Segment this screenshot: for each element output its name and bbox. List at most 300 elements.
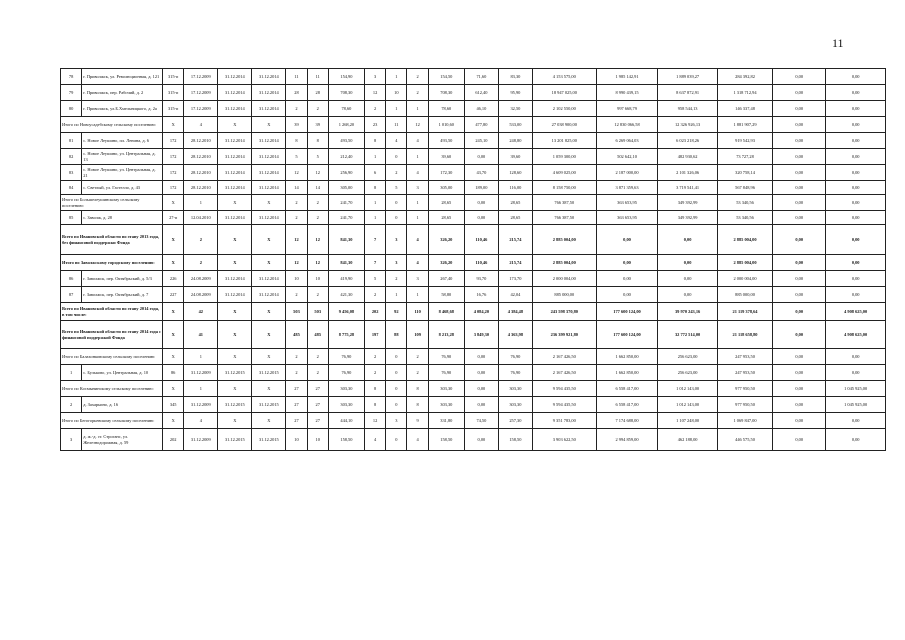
- table-cell: 76,90: [498, 349, 532, 365]
- table-cell: 0,00: [658, 287, 718, 303]
- table-cell: 85: [61, 211, 82, 225]
- table-cell: 2 101 326,06: [658, 165, 718, 181]
- table-cell: 248,80: [498, 133, 532, 149]
- table-cell: 0: [386, 381, 407, 397]
- table-cell: 31.12.2015: [252, 397, 286, 413]
- table-cell: 2: [307, 365, 328, 381]
- table-cell: 76,90: [328, 349, 364, 365]
- table-cell: 2 885 004,00: [532, 225, 596, 255]
- table-cell: 331,80: [428, 413, 464, 429]
- table-row: [61, 211, 886, 225]
- table-cell: 4 908 625,00: [826, 303, 886, 321]
- table-cell: 1 010,60: [428, 117, 464, 133]
- table-cell: 12: [364, 85, 385, 101]
- table-cell: 0: [386, 429, 407, 451]
- table-cell: 78,60: [328, 101, 364, 117]
- table-cell: 363 653,95: [596, 195, 658, 211]
- table-cell: 8: [286, 133, 307, 149]
- table-cell: 997 668,79: [596, 101, 658, 117]
- table-cell: 0,00: [464, 381, 498, 397]
- table-cell: 419,90: [328, 271, 364, 287]
- table-cell: 12 326 926,13: [658, 117, 718, 133]
- table-row: [61, 181, 886, 195]
- table-cell: 0,00: [826, 133, 886, 149]
- table-cell: 2: [61, 397, 82, 413]
- table-cell: 95,90: [498, 85, 532, 101]
- table-cell: 247 953,50: [717, 349, 772, 365]
- table-cell: 267,40: [428, 271, 464, 287]
- table-cell: 10: [286, 271, 307, 287]
- table-cell: 2: [407, 349, 428, 365]
- table-cell: 42,04: [498, 287, 532, 303]
- summary-row: [61, 225, 886, 255]
- table-cell: 345: [163, 397, 184, 413]
- table-cell: X: [218, 255, 252, 271]
- table-cell: 92: [386, 303, 407, 321]
- table-cell: 444,10: [328, 413, 364, 429]
- summary-row: [61, 303, 886, 321]
- table-cell: 256,90: [328, 165, 364, 181]
- table-cell: 28,65: [498, 195, 532, 211]
- table-cell: X: [252, 303, 286, 321]
- table-cell: 24.08.2009: [184, 271, 218, 287]
- table-cell: 39: [307, 117, 328, 133]
- table-cell: 0,00: [826, 181, 886, 195]
- table-cell: X: [163, 195, 184, 211]
- table-cell: 8 990 439,15: [596, 85, 658, 101]
- table-cell: 27 038 900,00: [532, 117, 596, 133]
- table-cell: 0,00: [773, 381, 826, 397]
- table-cell: 462 188,00: [658, 429, 718, 451]
- table-cell: 0: [386, 211, 407, 225]
- table-cell: 1: [407, 101, 428, 117]
- table-cell: Итого по Космынинскому сельскому поселению:: [61, 381, 163, 397]
- table-cell: 885 000,00: [532, 287, 596, 303]
- table-cell: X: [163, 413, 184, 429]
- table-cell: 31.12.2009: [184, 365, 218, 381]
- table-cell: 172,30: [428, 165, 464, 181]
- table-cell: 303,30: [428, 381, 464, 397]
- table-row: [61, 287, 886, 303]
- table-cell: 0,00: [826, 255, 886, 271]
- table-cell: 0,00: [596, 287, 658, 303]
- table-cell: 53 340,56: [717, 195, 772, 211]
- table-cell: 18 947 025,00: [532, 85, 596, 101]
- table-cell: 0,00: [826, 117, 886, 133]
- table-cell: 12 830 066,58: [596, 117, 658, 133]
- table-cell: 0,00: [773, 365, 826, 381]
- table-cell: 0,00: [773, 165, 826, 181]
- table-cell: 0,00: [658, 271, 718, 287]
- table-cell: 3 849,30: [464, 321, 498, 349]
- table-cell: 2: [184, 225, 218, 255]
- table-cell: г. Приволжск, пер. Рабочий, д. 2: [82, 85, 163, 101]
- table-cell: 9 594 435,50: [532, 397, 596, 413]
- table-cell: X: [163, 255, 184, 271]
- table-cell: 0,00: [826, 225, 886, 255]
- table-cell: 315-п: [163, 101, 184, 117]
- table-cell: 0: [386, 149, 407, 165]
- table-cell: 0,00: [826, 211, 886, 225]
- table-cell: 303,30: [428, 397, 464, 413]
- summary-row: [61, 255, 886, 271]
- table-cell: 14: [286, 181, 307, 195]
- table-cell: 4: [407, 225, 428, 255]
- table-cell: 8 213,28: [428, 321, 464, 349]
- table-cell: 0,00: [773, 303, 826, 321]
- table-cell: 4 084,20: [464, 303, 498, 321]
- table-cell: 43,70: [464, 165, 498, 181]
- table-cell: 958 544,13: [658, 101, 718, 117]
- summary-row: [61, 117, 886, 133]
- table-cell: 1 881 907,29: [717, 117, 772, 133]
- table-cell: X: [163, 225, 184, 255]
- table-cell: 303,30: [328, 381, 364, 397]
- table-cell: 0: [386, 397, 407, 413]
- table-cell: 28.12.2010: [184, 181, 218, 195]
- table-cell: 320 758,14: [717, 165, 772, 181]
- table-cell: 315-п: [163, 69, 184, 85]
- table-cell: 17.12.2009: [184, 101, 218, 117]
- table-cell: 0,00: [464, 195, 498, 211]
- table-cell: 8: [407, 381, 428, 397]
- table-cell: 4: [407, 255, 428, 271]
- table-cell: 0,00: [826, 69, 886, 85]
- table-cell: 6 558 417,00: [596, 397, 658, 413]
- table-cell: 485: [307, 321, 328, 349]
- table-cell: 83,30: [498, 69, 532, 85]
- table-cell: 172: [163, 133, 184, 149]
- table-cell: X: [252, 225, 286, 255]
- table-cell: 110: [407, 303, 428, 321]
- table-cell: 2 885 004,00: [717, 255, 772, 271]
- table-cell: Итого по Балахонковскому сельскому поселению:: [61, 349, 163, 365]
- table-cell: д. Захарьино, д. 16: [82, 397, 163, 413]
- table-cell: 2: [364, 349, 385, 365]
- table-cell: 284 392,82: [717, 69, 772, 85]
- table-cell: 2: [184, 255, 218, 271]
- table-cell: 31.12.2015: [252, 429, 286, 451]
- table-cell: 485: [286, 321, 307, 349]
- table-cell: 8 468,68: [428, 303, 464, 321]
- table-cell: 1: [386, 101, 407, 117]
- table-cell: 31.12.2014: [218, 133, 252, 149]
- table-cell: 39,60: [428, 149, 464, 165]
- table-cell: 87: [61, 287, 82, 303]
- table-cell: 2: [407, 69, 428, 85]
- table-cell: 0,00: [773, 287, 826, 303]
- table-cell: 1: [386, 287, 407, 303]
- table-cell: 2 885 004,00: [532, 255, 596, 271]
- table-cell: 84: [61, 181, 82, 195]
- table-cell: 202: [364, 303, 385, 321]
- table-cell: 10: [386, 85, 407, 101]
- table-cell: 2: [364, 287, 385, 303]
- table-cell: 202: [163, 429, 184, 451]
- table-cell: 2: [386, 165, 407, 181]
- table-cell: 24.08.2009: [184, 287, 218, 303]
- table-cell: 1: [184, 195, 218, 211]
- table-cell: 81: [61, 133, 82, 149]
- table-cell: 12: [286, 165, 307, 181]
- table-cell: 12: [286, 225, 307, 255]
- table-cell: 421,30: [328, 287, 364, 303]
- table-cell: X: [252, 349, 286, 365]
- table-cell: 12: [307, 255, 328, 271]
- table-cell: 0,00: [464, 149, 498, 165]
- table-cell: 0,00: [596, 271, 658, 287]
- table-cell: Итого по Заволжскому городскому поселению:: [61, 255, 163, 271]
- table-cell: 9 594 435,50: [532, 381, 596, 397]
- table-cell: 5: [386, 181, 407, 195]
- table-cell: 0,00: [464, 365, 498, 381]
- table-cell: 3: [386, 413, 407, 429]
- table-cell: 4: [407, 429, 428, 451]
- table-cell: 31.12.2014: [218, 149, 252, 165]
- table-cell: 4 363,98: [498, 321, 532, 349]
- table-cell: 76,90: [428, 365, 464, 381]
- table-cell: 0,00: [826, 85, 886, 101]
- table-cell: 8 637 872,91: [658, 85, 718, 101]
- table-cell: 2: [286, 349, 307, 365]
- table-cell: 31.12.2014: [252, 85, 286, 101]
- table-cell: 12: [407, 117, 428, 133]
- table-cell: 31.12.2014: [252, 149, 286, 165]
- table-cell: 28.12.2010: [184, 133, 218, 149]
- table-cell: 241,70: [328, 211, 364, 225]
- table-cell: 0,00: [773, 181, 826, 195]
- table-cell: X: [163, 349, 184, 365]
- table-cell: 257,30: [498, 413, 532, 429]
- table-cell: X: [163, 117, 184, 133]
- table-cell: 256 623,00: [658, 349, 718, 365]
- table-cell: 12: [364, 413, 385, 429]
- table-cell: Всего по Ивановской области по этапу 2014 года, в том числе:: [61, 303, 163, 321]
- table-cell: 1: [386, 69, 407, 85]
- table-cell: 766 387,50: [532, 211, 596, 225]
- table-cell: 31.12.2014: [252, 101, 286, 117]
- table-cell: 12: [307, 165, 328, 181]
- table-cell: 110,46: [464, 225, 498, 255]
- table-cell: 12: [307, 225, 328, 255]
- table-cell: 0,00: [596, 255, 658, 271]
- table-cell: 12: [286, 255, 307, 271]
- table-cell: 326,20: [428, 225, 464, 255]
- table-cell: Итого по Большелеушинскому сельскому поселению:: [61, 195, 163, 211]
- table-row: [61, 365, 886, 381]
- table-row: [61, 85, 886, 101]
- table-cell: 502 642,10: [596, 149, 658, 165]
- table-cell: 3: [386, 255, 407, 271]
- table-cell: 83: [61, 165, 82, 181]
- table-cell: 2: [364, 101, 385, 117]
- table-cell: 4 908 625,00: [826, 321, 886, 349]
- table-cell: 477,80: [464, 117, 498, 133]
- table-cell: 977 950,50: [717, 381, 772, 397]
- table-cell: 226: [163, 271, 184, 287]
- table-cell: 243 598 370,80: [532, 303, 596, 321]
- table-cell: 31.12.2015: [218, 365, 252, 381]
- table-cell: 567 848,96: [717, 181, 772, 195]
- table-cell: 841,30: [328, 255, 364, 271]
- table-cell: 76,90: [498, 365, 532, 381]
- table-cell: 27: [307, 397, 328, 413]
- table-cell: X: [252, 321, 286, 349]
- table-cell: 86: [61, 271, 82, 287]
- table-cell: 31.12.2014: [218, 101, 252, 117]
- table-cell: 0,00: [658, 255, 718, 271]
- table-cell: 215,74: [498, 255, 532, 271]
- table-cell: 71,60: [464, 69, 498, 85]
- table-cell: X: [218, 321, 252, 349]
- table-cell: 21 118 658,80: [717, 321, 772, 349]
- table-cell: 109: [407, 321, 428, 349]
- table-cell: 82: [61, 149, 82, 165]
- table-cell: 1: [61, 365, 82, 381]
- table-cell: 5: [307, 149, 328, 165]
- table-cell: 0,00: [826, 349, 886, 365]
- table-cell: 245,10: [464, 133, 498, 149]
- table-cell: 0,00: [773, 85, 826, 101]
- table-cell: 173,70: [498, 271, 532, 287]
- table-cell: 1: [364, 211, 385, 225]
- table-cell: 14: [307, 181, 328, 195]
- table-cell: X: [218, 195, 252, 211]
- table-cell: Итого по Новоусадебскому сельскому поселению:: [61, 117, 163, 133]
- table-cell: 1 069 847,00: [717, 413, 772, 429]
- table-cell: 2: [286, 365, 307, 381]
- table-cell: 172: [163, 149, 184, 165]
- page-number: 11: [832, 36, 844, 50]
- table-cell: 31.12.2015: [252, 365, 286, 381]
- table-cell: 2: [286, 195, 307, 211]
- table-cell: 78: [61, 69, 82, 85]
- table-cell: 41: [184, 321, 218, 349]
- table-cell: X: [218, 413, 252, 429]
- table-cell: X: [252, 117, 286, 133]
- table-cell: Всего по Ивановской области по этапу 2013 года, без финансовой поддержки Фонда: [61, 225, 163, 255]
- table-cell: 46,10: [464, 101, 498, 117]
- table-cell: 31.12.2014: [252, 69, 286, 85]
- summary-row: [61, 321, 886, 349]
- table-cell: 0,00: [773, 271, 826, 287]
- table-cell: 2: [286, 211, 307, 225]
- table-cell: 303,30: [498, 381, 532, 397]
- table-cell: 4: [184, 117, 218, 133]
- table-cell: 1 662 850,00: [596, 349, 658, 365]
- summary-row: [61, 349, 886, 365]
- table-cell: 31.12.2014: [252, 287, 286, 303]
- table-cell: 2 167 426,50: [532, 365, 596, 381]
- table-cell: 1: [407, 287, 428, 303]
- table-cell: 0,00: [826, 195, 886, 211]
- table-cell: 1 318 712,94: [717, 85, 772, 101]
- table-cell: 74,50: [464, 413, 498, 429]
- table-cell: 31.12.2014: [252, 133, 286, 149]
- table-cell: 4: [386, 133, 407, 149]
- table-cell: 0,00: [826, 365, 886, 381]
- table-cell: 1 268,20: [328, 117, 364, 133]
- table-cell: 39 970 243,16: [658, 303, 718, 321]
- table-cell: X: [252, 413, 286, 429]
- table-cell: 2: [407, 365, 428, 381]
- table-cell: 39: [286, 117, 307, 133]
- table-cell: 11: [307, 69, 328, 85]
- table-cell: 1: [364, 149, 385, 165]
- table-cell: г. Заволжск, пер. Октябрьский, д. 5/3: [82, 271, 163, 287]
- table-cell: 28.12.2010: [184, 165, 218, 181]
- table-cell: 303,30: [498, 397, 532, 413]
- table-cell: 0,00: [826, 149, 886, 165]
- table-cell: 88: [386, 321, 407, 349]
- table-cell: X: [218, 349, 252, 365]
- table-cell: 3: [386, 225, 407, 255]
- table-cell: 1 662 850,00: [596, 365, 658, 381]
- table-cell: 116,00: [498, 181, 532, 195]
- table-cell: 1: [184, 349, 218, 365]
- table-cell: X: [218, 303, 252, 321]
- table-cell: 86: [163, 365, 184, 381]
- table-cell: 612,40: [464, 85, 498, 101]
- table-cell: 1 059 300,00: [532, 149, 596, 165]
- table-cell: 31.12.2014: [252, 181, 286, 195]
- table-cell: 8 158 750,00: [532, 181, 596, 195]
- table-cell: Итого по Бегогорьевскому сельскому поселению:: [61, 413, 163, 429]
- table-cell: 2: [307, 101, 328, 117]
- table-cell: 9 351 783,00: [532, 413, 596, 429]
- table-cell: г. Приволжск, ул. Революционная, д. 121: [82, 69, 163, 85]
- table-cell: 0,00: [773, 429, 826, 451]
- table-cell: 16,76: [464, 287, 498, 303]
- table-cell: 0,00: [773, 413, 826, 429]
- table-cell: 533,00: [498, 117, 532, 133]
- table-row: [61, 149, 886, 165]
- summary-row: [61, 195, 886, 211]
- table-cell: 0,00: [773, 255, 826, 271]
- table-cell: 708,30: [328, 85, 364, 101]
- table-cell: X: [252, 381, 286, 397]
- table-cell: 7 174 688,00: [596, 413, 658, 429]
- table-cell: 5: [286, 149, 307, 165]
- table-cell: 1 045 925,00: [826, 381, 886, 397]
- table-cell: 8: [364, 381, 385, 397]
- table-cell: 10: [307, 271, 328, 287]
- table-cell: 28: [307, 85, 328, 101]
- table-cell: 12.04.2010: [184, 211, 218, 225]
- table-cell: 146 337,48: [717, 101, 772, 117]
- table-cell: 482 930,62: [658, 149, 718, 165]
- table-cell: 236 399 921,80: [532, 321, 596, 349]
- table-cell: 2 000 004,00: [717, 271, 772, 287]
- table-cell: 1: [407, 211, 428, 225]
- table-cell: 1 012 143,00: [658, 381, 718, 397]
- table-cell: 493,50: [328, 133, 364, 149]
- table-cell: 2: [307, 195, 328, 211]
- table-cell: 4: [407, 165, 428, 181]
- table-cell: 31.12.2015: [218, 429, 252, 451]
- table-cell: 1 012 143,00: [658, 397, 718, 413]
- table-cell: 21 119 378,64: [717, 303, 772, 321]
- table-cell: 42: [184, 303, 218, 321]
- table-cell: с. Светлый, ул. Гастелло, д. 43: [82, 181, 163, 195]
- table-cell: X: [163, 303, 184, 321]
- table-cell: 5: [364, 271, 385, 287]
- table-cell: 3: [364, 69, 385, 85]
- table-cell: 0,00: [464, 429, 498, 451]
- table-row: [61, 271, 886, 287]
- table-cell: 31.12.2014: [252, 211, 286, 225]
- table-cell: 13 201 825,00: [532, 133, 596, 149]
